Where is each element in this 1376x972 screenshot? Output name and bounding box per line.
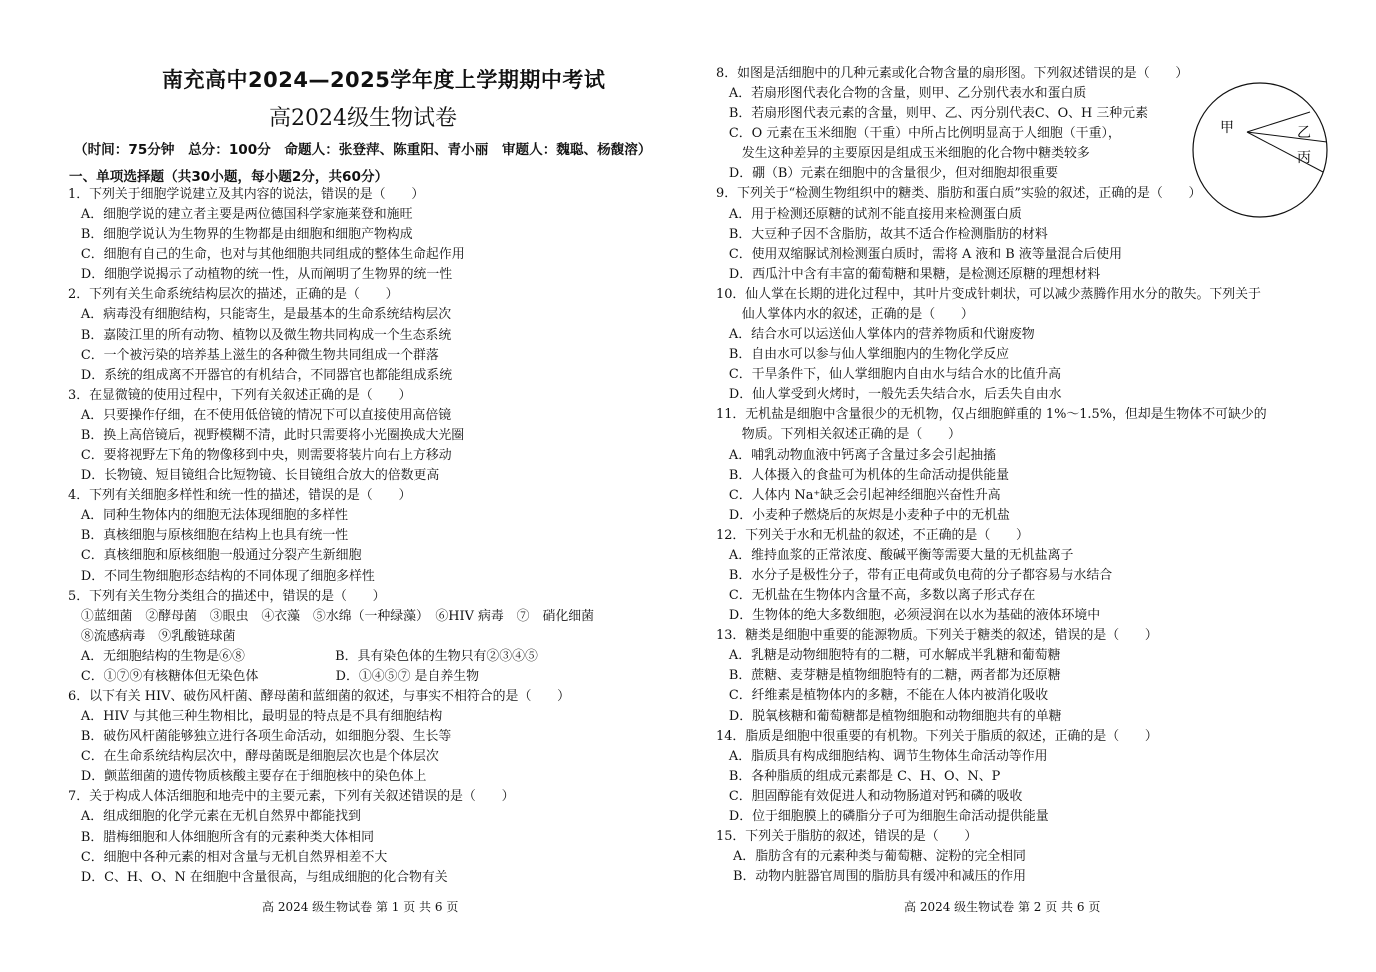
text-line: 4．下列有关细胞多样性和统一性的描述，错误的是（ ） xyxy=(68,488,412,504)
page-footer-left: 高 2024 级生物试卷 第 1 页 共 6 页 xyxy=(262,900,459,914)
text-line: 5．下列有关生物分类组合的描述中，错误的是（ ） xyxy=(68,588,386,604)
text-line: 发生这种差异的主要原因是组成玉米细胞的化合物中糖类较多 xyxy=(716,146,1090,162)
text-line: 11．无机盐是细胞中含量很少的无机物，仅占细胞鲜重的 1%～1.5%，但却是生物体不可缺少的 xyxy=(716,407,1267,423)
exam-subtitle: 高2024级生物试卷 xyxy=(269,106,457,131)
text-line: D．硼（B）元素在细胞中的含量很少，但对细胞却很重要 xyxy=(716,166,1059,182)
text-line: 10．仙人掌在长期的进化过程中，其叶片变成针刺状，可以减少蒸腾作用水分的散失。下列关于 xyxy=(716,286,1261,302)
text-line: A．结合水可以运送仙人掌体内的营养物质和代谢废物 xyxy=(716,327,1035,343)
text-line: 物质。下列相关叙述正确的是（ ） xyxy=(716,427,961,443)
text-line: C．真核细胞和原核细胞一般通过分裂产生新细胞 xyxy=(68,548,362,564)
pie-label-c: 丙 xyxy=(1297,150,1311,166)
text-line: A．维持血浆的正常浓度、酸碱平衡等需要大量的无机盐离子 xyxy=(716,547,1074,563)
text-line: 12．下列关于水和无机盐的叙述，不正确的是（ ） xyxy=(716,527,1029,543)
text-line: 9．下列关于“检测生物组织中的糖类、脂肪和蛋白质”实验的叙述，正确的是（ ） xyxy=(716,186,1202,202)
text-line: B．嘉陵江里的所有动物、植物以及微生物共同构成一个生态系统 xyxy=(68,327,452,343)
text-line: C．一个被污染的培养基上滋生的各种微生物共同组成一个群落 xyxy=(68,347,439,363)
text-line: B．破伤风杆菌能够独立进行各项生命活动，如细胞分裂、生长等 xyxy=(68,729,452,745)
pie-divider-2 xyxy=(1247,132,1327,142)
text-line: C．无机盐在生物体内含量不高，多数以离子形式存在 xyxy=(716,588,1036,604)
text-line: D．仙人掌受到火烤时，一般先丢失结合水，后丢失自由水 xyxy=(716,387,1062,403)
text-line: D．系统的组成离不开器官的有机结合，不同器官也都能组成系统 xyxy=(68,367,453,383)
text-line: D．脱氧核糖和葡萄糖都是植物细胞和动物细胞共有的单糖 xyxy=(716,708,1062,724)
text-line: D．细胞学说揭示了动植物的统一性，从而阐明了生物界的统一性 xyxy=(68,267,453,283)
text-line: B．大豆种子因不含脂肪，故其不适合作检测脂肪的材料 xyxy=(716,226,1048,242)
text-line: B．蔗糖、麦芽糖是植物细胞特有的二糖，两者都为还原糖 xyxy=(716,668,1061,684)
text-line: A．同种生物体内的细胞无法体现细胞的多样性 xyxy=(68,508,349,524)
text-line: B．真核细胞与原核细胞在结构上也具有统一性 xyxy=(68,528,349,544)
text-line: D．小麦种子燃烧后的灰烬是小麦种子中的无机盐 xyxy=(716,507,1010,523)
text-line: A．乳糖是动物细胞特有的二糖，可水解成半乳糖和葡萄糖 xyxy=(716,648,1061,664)
text-line: A．脂肪含有的元素种类与葡萄糖、淀粉的完全相同 xyxy=(716,849,1026,865)
text-line: B．自由水可以参与仙人掌细胞内的生物化学反应 xyxy=(716,347,1010,363)
text-line: A．哺乳动物血液中钙离子含量过多会引起抽搐 xyxy=(716,447,997,463)
text-line: 13．糖类是细胞中重要的能源物质。下列关于糖类的叙述，错误的是（ ） xyxy=(716,628,1158,644)
exam-title: 南充高中2024—2025学年度上学期期中考试 xyxy=(162,68,606,92)
text-line: A．脂质具有构成细胞结构、调节生物体生命活动等作用 xyxy=(716,748,1048,764)
text-line: C．细胞中各种元素的相对含量与无机自然界相差不大 xyxy=(68,849,388,865)
text-line: D．西瓜汁中含有丰富的葡萄糖和果糖，是检测还原糖的理想材料 xyxy=(716,266,1101,282)
text-line: C．人体内 Na⁺缺乏会引起神经细胞兴奋性升高 xyxy=(716,487,1001,503)
text-line: 3．在显微镜的使用过程中，下列有关叙述正确的是（ ） xyxy=(68,387,412,403)
text-line: 6．以下有关 HIV、破伤风杆菌、酵母菌和蓝细菌的叙述，与事实不相符合的是（ ） xyxy=(68,689,571,704)
text-line: D．位于细胞膜上的磷脂分子可为细胞生命活动提供能量 xyxy=(716,808,1049,824)
text-line: C．胆固醇能有效促进人和动物肠道对钙和磷的吸收 xyxy=(716,788,1023,804)
text-line: B．各种脂质的组成元素都是 C、H、O、N、P xyxy=(716,768,1001,784)
text-line: C．干旱条件下，仙人掌细胞内自由水与结合水的比值升高 xyxy=(716,367,1062,383)
text-line: D．长物镜、短目镜组合比短物镜、长目镜组合放大的倍数更高 xyxy=(68,468,440,484)
pie-divider-3 xyxy=(1247,132,1323,172)
text-line: B．细胞学说认为生物界的生物都是由细胞和细胞产物构成 xyxy=(68,227,413,243)
text-line: A．细胞学说的建立者主要是两位德国科学家施莱登和施旺 xyxy=(68,207,413,223)
text-line: B．腊梅细胞和人体细胞所含有的元素种类大体相同 xyxy=(68,829,374,845)
text-line: A．若扇形图代表化合物的含量，则甲、乙分别代表水和蛋白质 xyxy=(716,86,1087,102)
text-line: C．要将视野左下角的物像移到中央，则需要将装片向右上方移动 xyxy=(68,448,452,464)
text-line: B．水分子是极性分子，带有正电荷或负电荷的分子都容易与水结合 xyxy=(716,568,1113,583)
page-footer-right: 高 2024 级生物试卷 第 2 页 共 6 页 xyxy=(904,900,1101,914)
text-line: A．只要操作仔细，在不使用低倍镜的情况下可以直接使用高倍镜 xyxy=(68,407,452,423)
text-line: C．在生命系统结构层次中，酵母菌既是细胞层次也是个体层次 xyxy=(68,749,439,765)
pie-label-b: 乙 xyxy=(1297,125,1311,141)
text-line: B．若扇形图代表元素的含量，则甲、乙、丙分别代表C、O、H 三种元素 xyxy=(716,106,1148,122)
text-line: A．HIV 与其他三种生物相比，最明显的特点是不具有细胞结构 xyxy=(68,709,443,725)
text-line: A．用于检测还原糖的试剂不能直接用来检测蛋白质 xyxy=(716,206,1022,222)
text-line: C．纤维素是植物体内的多糖，不能在人体内被消化吸收 xyxy=(716,688,1049,704)
text-line: 15．下列关于脂肪的叙述，错误的是（ ） xyxy=(716,829,978,845)
text-line: A．病毒没有细胞结构，只能寄生，是最基本的生命系统结构层次 xyxy=(68,307,452,323)
text-line: 仙人掌体内水的叙述，正确的是（ ） xyxy=(716,306,974,322)
text-line: D．颤蓝细菌的遗传物质核酸主要存在于细胞核中的染色体上 xyxy=(68,769,427,785)
text-line: C．①⑦⑨有核糖体但无染色体 D．①④⑤⑦ 是自养生物 xyxy=(68,668,480,684)
pie-chart-figure xyxy=(1190,80,1330,220)
text-line: 2．下列有关生命系统结构层次的描述，正确的是（ ） xyxy=(68,287,399,303)
text-line: B．人体摄入的食盐可为机体的生命活动提供能量 xyxy=(716,467,1010,483)
text-line: C．使用双缩脲试剂检测蛋白质时，需将 A 液和 B 液等量混合后使用 xyxy=(716,246,1122,262)
text-line: ①蓝细菌 ②酵母菌 ③眼虫 ④衣藻 ⑤水绵（一种绿藻） ⑥HIV 病毒 ⑦ 硝化细菌 xyxy=(68,608,595,624)
exam-info: （时间：75分钟 总分：100分 命题人：张登萍、陈重阳、青小丽 审题人：魏聪、杨馥溶） xyxy=(74,142,652,158)
text-line: D．生物体的绝大多数细胞，必须浸润在以水为基础的液体环境中 xyxy=(716,608,1101,624)
text-line: C．细胞有自己的生命，也对与其他细胞共同组成的整体生命起作用 xyxy=(68,247,465,263)
pie-label-a: 甲 xyxy=(1220,120,1234,136)
text-line: A．无细胞结构的生物是⑥⑧ B．具有染色体的生物只有②③④⑤ xyxy=(68,648,538,664)
section-heading: 一、单项选择题（共30小题，每小题2分，共60分） xyxy=(69,169,389,185)
text-line: D．C、H、O、N 在细胞中含量很高，与组成细胞的化合物有关 xyxy=(68,869,448,885)
text-line: C．O 元素在玉米细胞（干重）中所占比例明显高于人细胞（干重）， xyxy=(716,126,1121,142)
text-line: B．换上高倍镜后，视野模糊不清，此时只需要将小光圈换成大光圈 xyxy=(68,427,465,443)
text-line: 14．脂质是细胞中很重要的有机物。下列关于脂质的叙述，正确的是（ ） xyxy=(716,728,1158,744)
text-line: 7．关于构成人体活细胞和地壳中的主要元素，下列有关叙述错误的是（ ） xyxy=(68,789,515,805)
text-line: A．组成细胞的化学元素在无机自然界中都能找到 xyxy=(68,809,361,825)
text-line: ⑧流感病毒 ⑨乳酸链球菌 xyxy=(68,628,236,644)
text-line: 8．如图是活细胞中的几种元素或化合物含量的扇形图。下列叙述错误的是（ ） xyxy=(716,66,1189,81)
text-line: 1．下列关于细胞学说建立及其内容的说法，错误的是（ ） xyxy=(68,187,425,202)
text-line: B．动物内脏器官周围的脂肪具有缓冲和减压的作用 xyxy=(716,869,1027,885)
text-line: D．不同生物细胞形态结构的不同体现了细胞多样性 xyxy=(68,568,375,584)
